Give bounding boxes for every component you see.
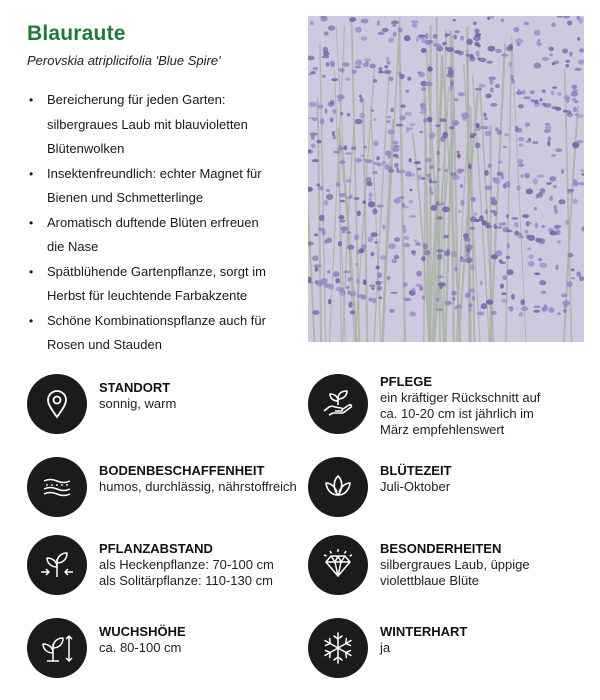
bullet-item: • Schöne Kombinationspflanze auch für Rosen und Stauden: [27, 309, 299, 358]
snowflake-icon: [308, 618, 368, 678]
feature-title: PFLEGE: [380, 374, 433, 389]
lotus-flower-icon: [308, 457, 368, 517]
feature-standort: [27, 374, 176, 434]
bullet-item: • Bereicherung für jeden Garten: silbergraues Laub mit blauvioletten Blütenwolken: [27, 88, 299, 162]
plant-height-icon: [27, 618, 87, 678]
feature-title: BLÜTEZEIT: [380, 463, 452, 478]
feature-desc: silbergraues Laub, üppige: [380, 557, 530, 572]
bullet-item: • Aromatisch duftende Blüten erfreuen die Nase: [27, 211, 299, 260]
feature-desc: violettblaue Blüte: [380, 573, 480, 588]
plant-spacing-icon: [27, 535, 87, 595]
feature-desc: als Solitärpflanze: 110-130 cm: [99, 573, 273, 588]
feature-desc: ca. 10-20 cm ist jährlich im: [380, 406, 534, 421]
feature-pflege: [308, 374, 540, 438]
feature-title: BODENBESCHAFFENHEIT: [99, 463, 265, 478]
feature-desc: humos, durchlässig, nährstoffreich: [99, 479, 297, 494]
feature-desc: ein kräftiger Rückschnitt auf: [380, 390, 541, 405]
feature-bluetezeit: [308, 457, 452, 517]
feature-title: STANDORT: [99, 380, 171, 395]
bullet-item: • Spätblühende Gartenpflanze, sorgt im Herbst für leuchtende Farbakzente: [27, 260, 299, 309]
feature-pflanzabstand: [27, 535, 274, 595]
feature-besonderheiten: [308, 535, 530, 595]
feature-desc: ca. 80-100 cm: [99, 640, 182, 655]
feature-title: WUCHSHÖHE: [99, 624, 186, 639]
diamond-icon: [308, 535, 368, 595]
feature-title: WINTERHART: [380, 624, 468, 639]
feature-desc: März empfehlenswert: [380, 422, 505, 437]
feature-bullet-list: [27, 88, 299, 358]
product-title: Blauraute: [27, 22, 126, 45]
lavender-photo: [308, 16, 584, 342]
botanical-name: Perovskia atriplicifolia 'Blue Spire': [27, 53, 221, 68]
feature-desc: als Heckenpflanze: 70-100 cm: [99, 557, 274, 572]
feature-wuchshoehe: [27, 618, 186, 678]
bullet-item: • Insektenfreundlich: echter Magnet für Bienen und Schmetterlinge: [27, 162, 299, 211]
soil-layers-icon: [27, 457, 87, 517]
feature-desc: ja: [380, 640, 391, 655]
hand-plant-icon: [308, 374, 368, 434]
feature-boden: [27, 457, 297, 517]
feature-winterhart: [308, 618, 467, 678]
feature-desc: Juli-Oktober: [380, 479, 451, 494]
feature-desc: sonnig, warm: [99, 396, 177, 411]
feature-title: PFLANZABSTAND: [99, 541, 213, 556]
location-pin-icon: [27, 374, 87, 434]
feature-title: BESONDERHEITEN: [380, 541, 502, 556]
